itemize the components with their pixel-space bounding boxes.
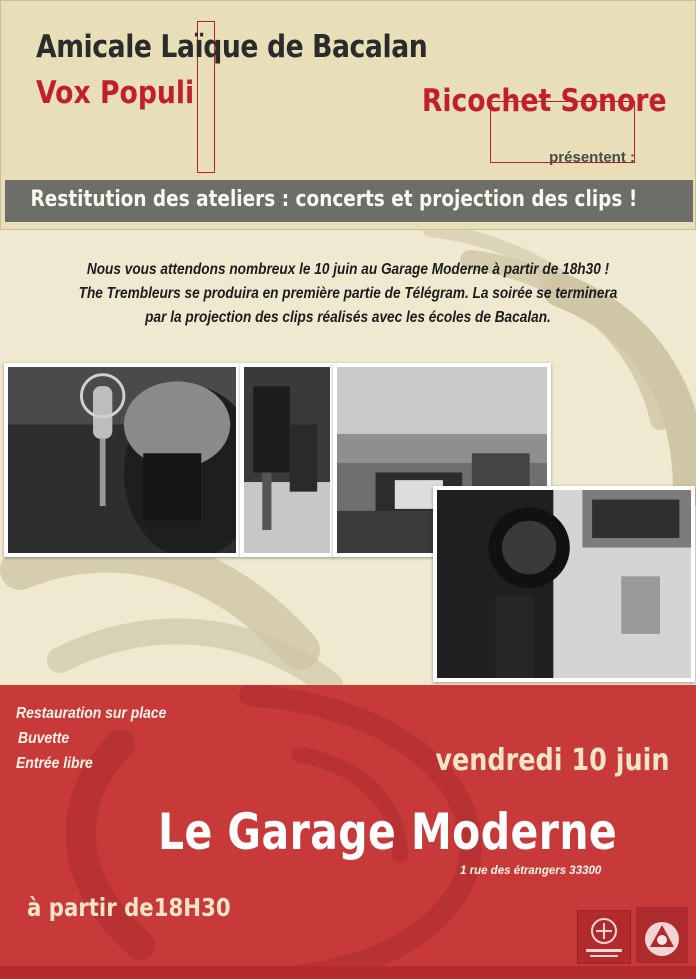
- banner-bar: [5, 180, 693, 222]
- amenity-item: Buvette: [18, 730, 70, 747]
- bottom-stripe: [0, 966, 696, 979]
- start-time: à partir de18H30: [27, 893, 231, 922]
- venue-address: 1 rue des étrangers 33300: [460, 865, 602, 877]
- banner-text: Restitution des ateliers : concerts et projection des clips !: [30, 187, 637, 212]
- organizer-vox-populi: Vox Populi: [36, 75, 195, 111]
- photo-microphone: [4, 363, 240, 557]
- venue-name: Le Garage Moderne: [158, 803, 618, 861]
- footer-section: [0, 685, 696, 979]
- header-section: [0, 0, 696, 230]
- amenity-item: Restauration sur place: [16, 705, 167, 722]
- presentent-label: présentent :: [549, 149, 635, 166]
- intro-line: The Trembleurs se produira en première partie de Télégram. La soirée se terminera: [78, 285, 618, 302]
- intro-text: [40, 258, 656, 330]
- event-date: vendredi 10 juin: [435, 743, 670, 778]
- intro-line: par la projection des clips réalisés avec les écoles de Bacalan.: [145, 309, 551, 326]
- organizer-amicale: Amicale Laïque de Bacalan: [36, 29, 428, 65]
- intro-line: Nous vous attendons nombreux le 10 juin au Garage Moderne à partir de 18h30 !: [86, 261, 610, 278]
- amenities-list: [16, 701, 183, 776]
- organizer-ricochet-sonore: Ricochet Sonore: [422, 83, 667, 119]
- middle-section: [0, 230, 696, 685]
- photo-camera: [433, 486, 695, 682]
- amenity-item: Entrée libre: [16, 755, 93, 772]
- departement-gironde-logo: [577, 910, 631, 964]
- photo-stage: [240, 363, 334, 557]
- bordeaux-logo: [636, 907, 688, 963]
